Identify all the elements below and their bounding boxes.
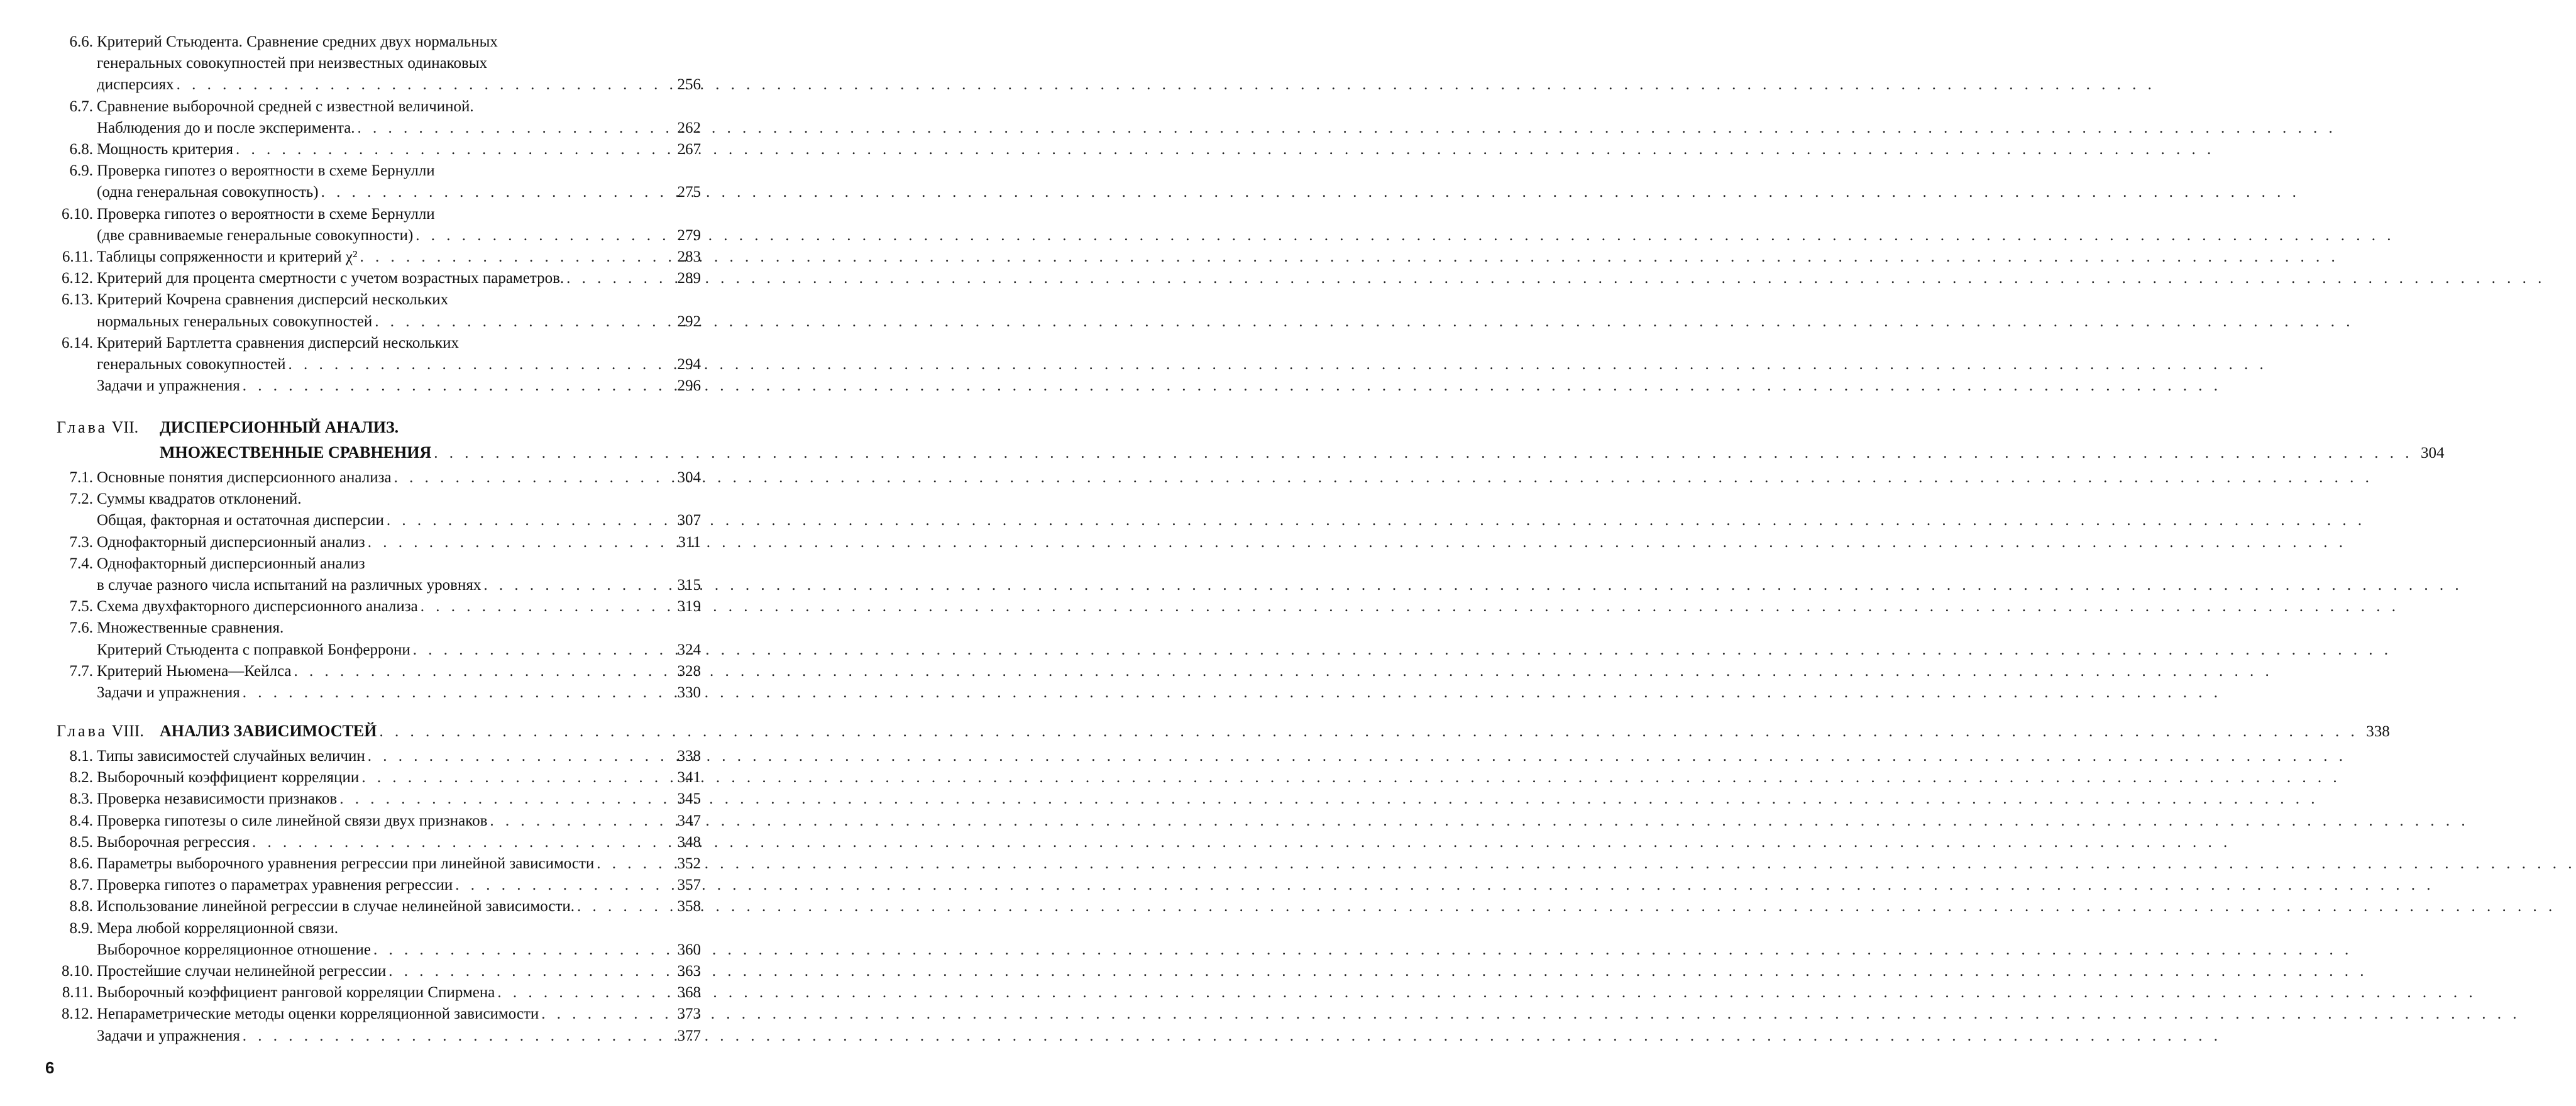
toc-entry (57, 596, 701, 617)
toc-entry-title-line: дисперсиях (97, 76, 174, 94)
toc-entry-number: 6.6. (69, 33, 93, 50)
toc-entry-number: 8.12. (62, 1005, 93, 1023)
toc-entry-number: 7.7. (69, 662, 93, 680)
toc-entry-title-line: Типы зависимостей случайных величин (97, 748, 365, 765)
toc-entry-body (97, 767, 701, 788)
toc-entry-last-line (97, 961, 701, 982)
dot-leader (372, 311, 672, 333)
toc-page-number: 315 (677, 577, 701, 594)
toc-entry-title-line: Выборочный коэффициент ранговой корреляции Спирмена (97, 984, 495, 1002)
toc-entry-last-line (97, 746, 701, 767)
toc-entry-body (97, 982, 701, 1004)
toc-entry (57, 832, 701, 853)
toc-entry-body (97, 289, 701, 332)
dot-leader (575, 896, 672, 917)
toc-page-number: 338 (677, 748, 701, 765)
toc-entry (57, 788, 701, 810)
dot-leader (365, 746, 672, 767)
toc-entry-last-line (97, 788, 701, 810)
dot-leader (594, 853, 672, 875)
toc-entry-title-line: Выборочный коэффициент корреляции (97, 769, 360, 787)
toc-entry-last-line (97, 268, 701, 289)
toc-entry-number: 7.6. (69, 619, 93, 637)
chapter-label (57, 719, 155, 744)
toc-entry-title-line: Простейшие случаи нелинейной регрессии (97, 963, 387, 980)
toc-entry (57, 1026, 701, 1047)
dot-leader (359, 767, 672, 788)
chapter-title-line: МНОЖЕСТВЕННЫЕ СРАВНЕНИЯ (160, 443, 432, 462)
dot-leader (413, 225, 672, 246)
toc-entry-body (97, 96, 701, 139)
toc-entry-title-line: Наблюдения до и после эксперимента. (97, 119, 355, 136)
dot-leader (240, 682, 672, 704)
toc-entry-body (97, 661, 701, 682)
toc-entry-number: 7.5. (69, 598, 93, 616)
toc-entry-last-line (97, 532, 701, 553)
toc-entry (57, 375, 701, 397)
toc-entry-title-line: (одна генеральная совокупность) (97, 184, 319, 201)
toc-page-number: 347 (677, 812, 701, 829)
toc-entry-number: 8.10. (62, 963, 93, 980)
toc-entry (57, 875, 701, 896)
chapter-label-word: Глава (57, 722, 108, 740)
toc-entry-body (97, 1004, 701, 1025)
dot-leader (539, 1004, 672, 1025)
dot-leader (240, 1026, 672, 1047)
toc-entry (57, 853, 701, 875)
dot-leader (495, 982, 672, 1004)
toc-entry (57, 617, 701, 660)
dot-leader (487, 810, 672, 832)
toc-entry-last-line (97, 875, 701, 896)
toc-page-number: 348 (677, 833, 701, 851)
toc-entry-number: 8.5. (69, 833, 93, 851)
toc-page-number: 358 (677, 898, 701, 915)
toc-entry-title-line: Критерий Стьюдента. Сравнение средних двух нормальных (97, 33, 498, 50)
chapter-8-entries (57, 746, 701, 1047)
chapter-title (160, 415, 2445, 466)
toc-page-number: 341 (677, 769, 701, 787)
toc-entry (57, 896, 701, 917)
toc-page-number: 311 (678, 533, 701, 551)
dot-leader (250, 832, 672, 853)
toc-entry-last-line (97, 375, 701, 397)
toc-entry-number: 8.7. (69, 877, 93, 894)
toc-entry-title-line: (две сравниваемые генеральные совокупности) (97, 226, 414, 244)
toc-entry-last-line (97, 1026, 701, 1047)
toc-page-number: 345 (677, 790, 701, 808)
toc-entry-last-line (97, 810, 701, 832)
toc-entry-title-line: Сравнение выборочной средней с известной величиной. (97, 97, 474, 115)
toc-entry-last-line (97, 311, 701, 333)
toc-entry-title-line: Использование линейной регрессии в случае нелинейной зависимости. (97, 898, 575, 915)
toc-entry-number: 8.2. (69, 769, 93, 787)
toc-entry-title-line: Критерий для процента смертности с учетом возрастных параметров. (97, 270, 564, 287)
dot-leader (319, 182, 672, 203)
toc-entry (57, 489, 701, 531)
toc-entry-last-line (97, 575, 701, 596)
toc-entry-number: 6.8. (69, 141, 93, 158)
toc-entry (57, 532, 701, 553)
chapter-7-entries (57, 467, 701, 704)
toc-entry-title-line: Таблицы сопряженности и критерий χ² (97, 248, 358, 266)
toc-page-number: 307 (677, 512, 701, 529)
toc-page-number: 360 (677, 941, 701, 958)
toc-entry-number: 6.7. (69, 97, 93, 115)
toc-entry-body (97, 961, 701, 982)
toc-entry-last-line (97, 661, 701, 682)
toc-entry (57, 810, 701, 832)
toc-entry (57, 31, 701, 96)
dot-leader (371, 939, 672, 961)
toc-page-number: 296 (677, 377, 701, 395)
toc-entry-last-line (97, 596, 701, 617)
toc-entry-body (97, 896, 701, 917)
toc-entry-title-line: Проверка независимости признаков (97, 790, 338, 808)
toc-entry-body (97, 918, 701, 961)
toc-entry-number: 8.8. (69, 898, 93, 915)
toc-entry-title-line: Критерий Ньюмена—Кейлса (97, 662, 292, 680)
toc-entry-number: 6.9. (69, 162, 93, 180)
toc-page-number: 283 (677, 248, 701, 266)
toc-entry-body (97, 246, 701, 268)
toc-entry-number (57, 1026, 93, 1047)
dot-leader (365, 532, 672, 553)
toc-entry-title-line: генеральных совокупностей при неизвестных одинаковых (97, 55, 488, 72)
toc-entry-body (97, 788, 701, 810)
dot-leader (418, 596, 672, 617)
toc-entry-title-line: Критерий Кочрена сравнения дисперсий нескольких (97, 291, 449, 309)
toc-entry (57, 268, 701, 289)
toc-entry-body (97, 853, 701, 875)
toc-entry (57, 1004, 701, 1025)
toc-entry-title-line: Выборочное корреляционное отношение (97, 941, 371, 958)
toc-entry-title-line: генеральных совокупностей (97, 356, 286, 373)
dot-leader (286, 354, 672, 375)
dot-leader (291, 661, 672, 682)
chapter-8-block (57, 719, 2390, 1047)
toc-entry-body (97, 596, 701, 617)
toc-entry-last-line (97, 682, 701, 704)
chapter-label-number: VIII. (111, 722, 144, 740)
toc-entry (57, 982, 701, 1004)
dot-leader (481, 575, 672, 596)
toc-entry-body (97, 832, 701, 853)
toc-entry-title-line: Задачи и упражнения (97, 1027, 240, 1044)
toc-entry-title-line: в случае разного числа испытаний на различных уровнях (97, 577, 482, 594)
toc-entry-body (97, 553, 701, 596)
toc-entry-title-line: Задачи и упражнения (97, 377, 240, 395)
dot-leader (377, 719, 2360, 744)
toc-entry-title-line: Проверка гипотез о вероятности в схеме Бернулли (97, 162, 435, 180)
toc-page-number: 352 (677, 855, 701, 873)
toc-page-number: 330 (677, 684, 701, 702)
chapter-label (57, 415, 155, 466)
toc-entry (57, 961, 701, 982)
toc-entry-body (97, 810, 701, 832)
toc-entry (57, 139, 701, 160)
toc-entry-title-line: Однофакторный дисперсионный анализ (97, 533, 365, 551)
toc-entry (57, 746, 701, 767)
toc-page-number: 256 (677, 76, 701, 94)
toc-entry-last-line (97, 853, 701, 875)
toc-entry-title-line: Основные понятия дисперсионного анализа (97, 469, 392, 486)
toc-entry-number: 7.4. (69, 555, 93, 572)
toc-page-number: 363 (677, 963, 701, 980)
toc-entry-title-line: Мощность критерия (97, 141, 233, 158)
toc-page-number: 262 (677, 119, 701, 136)
toc-entry-title-line: Задачи и упражнения (97, 684, 240, 702)
toc-page-number: 373 (677, 1005, 701, 1023)
toc-entry-title-line: Проверка гипотез о вероятности в схеме Бернулли (97, 205, 435, 223)
toc-page-number: 279 (677, 226, 701, 244)
toc-entry (57, 289, 701, 332)
toc-entry (57, 682, 701, 704)
toc-entry-title-line: Мера любой корреляционной связи. (97, 919, 339, 937)
chapter-page-number: 338 (2366, 723, 2390, 740)
dot-leader (431, 441, 2415, 466)
toc-entry (57, 661, 701, 682)
toc-entry-number: 6.14. (62, 334, 93, 351)
toc-entry-title-line: Суммы квадратов отклонений. (97, 490, 302, 508)
toc-entry (57, 246, 701, 268)
toc-entry-number: 6.11. (62, 248, 93, 266)
toc-entry-last-line (97, 982, 701, 1004)
toc-page-number: 294 (677, 356, 701, 373)
toc-entry-number: 8.9. (69, 919, 93, 937)
toc-entry (57, 767, 701, 788)
toc-entry-title-line: Схема двухфакторного дисперсионного анализа (97, 598, 418, 616)
toc-entry-last-line (97, 896, 701, 917)
toc-entry (57, 553, 701, 596)
toc-page-number: 324 (677, 641, 701, 658)
toc-entry-title-line: Однофакторный дисперсионный анализ (97, 555, 365, 572)
dot-leader (410, 639, 672, 661)
toc-entry-number: 6.12. (62, 270, 93, 287)
toc-page-number: 292 (677, 312, 701, 330)
toc-entry-number: 7.2. (69, 490, 93, 508)
chapter-title (160, 719, 2390, 744)
toc-page-number: 289 (677, 270, 701, 287)
toc-entry-body (97, 375, 701, 397)
toc-entry-body (97, 1026, 701, 1047)
toc-entry-title-line: Множественные сравнения. (97, 619, 284, 637)
toc-entry-number: 6.10. (62, 205, 93, 223)
toc-entry-title-line: Общая, факторная и остаточная дисперсии (97, 512, 384, 529)
toc-entry (57, 467, 701, 489)
toc-page-number: 304 (677, 469, 701, 486)
toc-entry (57, 918, 701, 961)
chapter-title-line: ДИСПЕРСИОННЫЙ АНАЛИЗ. (160, 418, 399, 436)
toc-entry-last-line (97, 767, 701, 788)
dot-leader (240, 375, 672, 397)
dot-leader (174, 74, 672, 96)
dot-leader (233, 139, 672, 160)
toc-entry-body (97, 204, 701, 246)
dot-leader (355, 118, 672, 139)
toc-entry-number: 8.4. (69, 812, 93, 829)
chapter-7-heading (57, 415, 2445, 466)
toc-entry-body (97, 532, 701, 553)
toc-entry-number: 8.6. (69, 855, 93, 873)
toc-entry-body (97, 31, 701, 96)
toc-entry-body (97, 489, 701, 531)
toc-entry-last-line (97, 467, 701, 489)
toc-entry-last-line (97, 639, 701, 661)
dot-leader (453, 875, 672, 896)
chapter-label-number: VII. (111, 418, 139, 436)
toc-entry-last-line (97, 182, 701, 203)
toc-entry-title-line: нормальных генеральных совокупностей (97, 312, 373, 330)
toc-entry-number (57, 375, 93, 397)
toc-entry-body (97, 617, 701, 660)
toc-entry (57, 96, 701, 139)
toc-entry-title-line: Проверка гипотез о параметрах уравнения регрессии (97, 877, 453, 894)
toc-entry-last-line (97, 74, 701, 96)
toc-entry-number: 8.3. (69, 790, 93, 808)
dot-leader (386, 961, 672, 982)
toc-page-number: 267 (677, 141, 701, 158)
toc-entry-last-line (97, 939, 701, 961)
dot-leader (392, 467, 672, 489)
chapter-page-number: 304 (2421, 445, 2445, 462)
chapter-title-last-line (160, 719, 2390, 744)
section-6-entries (57, 31, 701, 397)
dot-leader (384, 510, 672, 531)
toc-entry-last-line (97, 510, 701, 531)
chapter-title-line: АНАЛИЗ ЗАВИСИМОСТЕЙ (160, 722, 377, 740)
toc-entry-last-line (97, 139, 701, 160)
toc-entry-body (97, 682, 701, 704)
toc-entry-last-line (97, 832, 701, 853)
toc-entry-number: 7.3. (69, 533, 93, 551)
toc-entry-number: 8.11. (62, 984, 93, 1002)
toc-entry (57, 160, 701, 203)
toc-entry-body (97, 467, 701, 489)
toc-entry (57, 333, 701, 375)
toc-entry (57, 204, 701, 246)
toc-entry-last-line (97, 1004, 701, 1025)
toc-entry-title-line: Критерий Бартлетта сравнения дисперсий нескольких (97, 334, 459, 351)
toc-entry-title-line: Непараметрические методы оценки корреляционной зависимости (97, 1005, 539, 1023)
toc-page-number: 368 (677, 984, 701, 1002)
toc-entry-last-line (97, 354, 701, 375)
toc-page-number: 328 (677, 662, 701, 680)
toc-entry-title-line: Проверка гипотезы о силе линейной связи двух признаков (97, 812, 488, 829)
toc-page-number: 319 (677, 598, 701, 616)
toc-entry-body (97, 139, 701, 160)
chapter-label-word: Глава (57, 418, 108, 436)
toc-entry-title-line: Выборочная регрессия (97, 833, 250, 851)
dot-leader (564, 268, 672, 289)
chapter-title-last-line (160, 440, 2445, 466)
toc-entry-number: 6.13. (62, 291, 93, 309)
chapter-7-block (57, 415, 2445, 704)
toc-entry-title-line: Параметры выборочного уравнения регрессии при линейной зависимости (97, 855, 595, 873)
toc-entry-body (97, 746, 701, 767)
toc-entry-body (97, 268, 701, 289)
toc-page-number: 275 (677, 184, 701, 201)
toc-entry-title-line: Критерий Стьюдента с поправкой Бонферрони (97, 641, 410, 658)
dot-leader (357, 246, 672, 268)
toc-entry-body (97, 875, 701, 896)
toc-entry-body (97, 333, 701, 375)
toc-entry-number: 8.1. (69, 748, 93, 765)
dot-leader (337, 788, 672, 810)
chapter-8-heading (57, 719, 2390, 744)
toc-entry-last-line (97, 225, 701, 246)
page-number: 6 (45, 1058, 55, 1077)
toc-page-number: 377 (677, 1027, 701, 1044)
toc-entry-body (97, 160, 701, 203)
toc-entry-number (57, 682, 93, 704)
toc-entry-last-line (97, 118, 701, 139)
toc-page-number: 357 (677, 877, 701, 894)
toc-entry-number: 7.1. (69, 469, 93, 486)
toc-entry-last-line (97, 246, 701, 268)
